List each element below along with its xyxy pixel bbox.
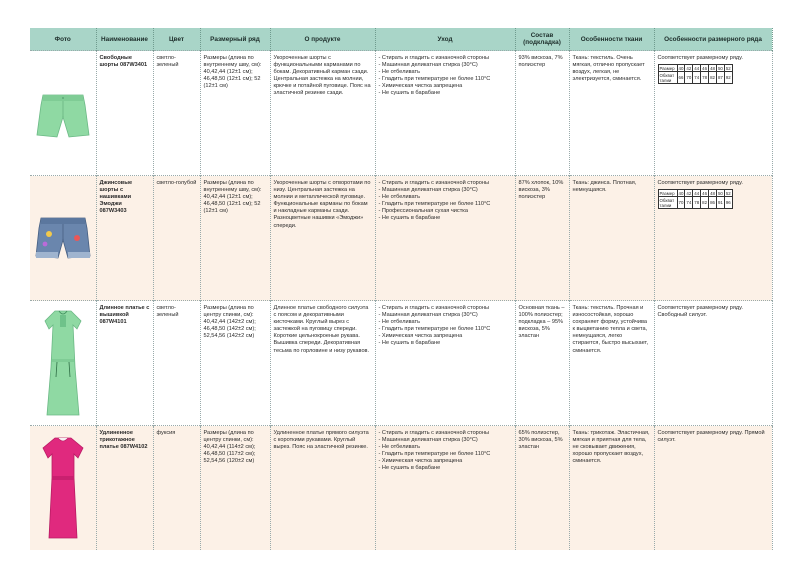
care-line: - Не отбеливать: [378, 69, 420, 76]
header-composition: Состав (подкладка): [515, 28, 569, 51]
size-cell: 46: [702, 190, 708, 196]
product-size-features: [654, 51, 772, 176]
waist-cell: 91: [716, 197, 724, 209]
product-sizes: Размеры (длина по внутреннему шву, см): 40,42,44 (12±1 см); 46,48,50 (12±1 см); 52 (12±1 см): [200, 51, 270, 176]
header-about: О продукте: [270, 28, 375, 51]
care-line: - Химическая чистка запрещена: [378, 333, 463, 340]
care-line: - Не отбеливать: [378, 194, 420, 201]
table-row: [30, 426, 772, 551]
waist-cell: 74: [693, 72, 701, 84]
product-color: светло-зеленый: [153, 301, 200, 426]
waist-label: Обхват талии: [658, 72, 677, 84]
care-line: - Профессиональная сухая чистка: [378, 208, 468, 215]
waist-cell: 86: [709, 197, 717, 209]
size-table: [658, 64, 733, 84]
product-fabric: Ткань: текстиль. Очень мягкая, отлично пропускает воздух, легкая, не электризуется, сминается.: [569, 51, 654, 176]
product-sizes: Размеры (длина по внутреннему шву, см): 40,42,44 (12±1 см); 46,48,50 (12±1 см); 52 (12±1 см): [200, 176, 270, 301]
product-about: Удлиненное платье прямого силуэта с короткими рукавами. Круглый вырез. Пояс на эластичной резинке.: [270, 426, 375, 551]
size-cell: 42: [686, 190, 692, 196]
waist-cell: 78: [701, 72, 709, 84]
product-fabric: Ткань: текстиль. Прочная и износостойкая, хорошо сохраняет форму, устойчива к выцветанию тепла и света, немнущаяся, легко стирается, быстро высыхает, сминается.: [569, 301, 654, 426]
size-label: Размер: [658, 190, 677, 197]
waist-cell: 82: [709, 72, 717, 84]
table-row: [30, 176, 772, 301]
product-composition: Основная ткань – 100% полиэстер; подкладка – 95% вискоза, 5% эластан: [515, 301, 569, 426]
photo-cell: [30, 51, 96, 176]
product-name: Свободные шорты 087W3401: [96, 51, 153, 176]
product-name: Джинсовые шорты с нашивками Эмоджи 087W3403: [96, 176, 153, 301]
size-cell: 48: [710, 65, 715, 71]
product-about: Длинное платье свободного силуэта с поясом и декоративными кисточками. Круглый вырез с застежкой на пуговицу спереди. Короткие цельнокроеные рукава. Вышивка спереди. Декоративная тесьма по горловине и низу рукавов.: [270, 301, 375, 426]
size-feature-text: Соответствует размерному ряду.: [657, 55, 743, 61]
product-about: Укороченные шорты с функциональными карманами по бокам. Декоративный карман сзади. Центральная застежка на молнии, крючке и потайной пуговице. Пояс на эластичной резинке сзади.: [270, 51, 375, 176]
waist-cell: 82: [701, 197, 709, 209]
care-line: - Стирать и гладить с изнаночной стороны: [378, 55, 490, 61]
care-line: - Не сушить в барабане: [378, 90, 441, 97]
care-line: - Не сушить в барабане: [378, 215, 441, 222]
waist-cell: 66: [677, 72, 685, 84]
care-line: - Химическая чистка запрещена: [378, 458, 463, 465]
product-catalog-page: [30, 28, 772, 550]
care-line: - Гладить при температуре не более 110°С: [378, 76, 491, 83]
header-name: Наименование: [96, 28, 153, 51]
size-cell: 52: [725, 65, 731, 71]
product-composition: 65% полиэстер, 30% вискоза, 5% эластан: [515, 426, 569, 551]
product-sizes: Размеры (длина по центру спинки, см): 40,42,44 (142±2 см); 46,48,50 (142±2 см); 52,54,56 (142±2 см): [200, 301, 270, 426]
header-size-features: Особенности размерного ряда: [654, 28, 772, 51]
product-care: [375, 301, 515, 426]
photo-cell: [30, 176, 96, 301]
product-table: [30, 28, 773, 550]
header-fabric: Особенности ткани: [569, 28, 654, 51]
care-line: - Не отбеливать: [378, 319, 420, 326]
care-line: - Гладить при температуре не более 110°С: [378, 326, 491, 333]
photo-cell: [30, 301, 96, 426]
size-table: [658, 189, 733, 209]
product-composition: 87% хлопок, 10% вискоза, 3% полиэстер: [515, 176, 569, 301]
care-line: - Машинная деликатная стирка (30°С): [378, 437, 478, 444]
product-fabric: Ткань: трикотаж. Эластичная, мягкая и приятная для тела, не сковывает движения, хорошо пропускает воздух, сминается.: [569, 426, 654, 551]
waist-cell: 87: [716, 72, 724, 84]
product-composition: 93% вискоза, 7% полиэстер: [515, 51, 569, 176]
product-color: фуксия: [153, 426, 200, 551]
product-fabric: Ткань: джинса. Плотная, немнущаяся.: [569, 176, 654, 301]
product-size-features: [654, 176, 772, 301]
care-line: - Не сушить в барабане: [378, 340, 441, 347]
size-cell: 40: [678, 65, 684, 71]
photo-cell: [30, 426, 96, 551]
waist-cell: 74: [685, 197, 693, 209]
care-line: - Не сушить в барабане: [378, 465, 441, 472]
product-name: Длинное платье с вышивкой 087W4101: [96, 301, 153, 426]
care-line: - Гладить при температуре не более 110°С: [378, 201, 491, 208]
size-cell: 48: [710, 190, 715, 196]
product-care: [375, 176, 515, 301]
waist-cell: 70: [677, 197, 685, 209]
size-cell: 42: [686, 65, 692, 71]
green-shorts-image: [33, 73, 93, 153]
care-line: - Стирать и гладить с изнаночной стороны: [378, 305, 490, 311]
product-name: Удлиненное трикотажное платье 087W4102: [96, 426, 153, 551]
care-line: - Стирать и гладить с изнаночной стороны: [378, 430, 490, 436]
waist-cell: 78: [693, 197, 701, 209]
product-size-features: Соответствует размерному ряду. Прямой силуэт.: [654, 426, 772, 551]
waist-cell: 92: [724, 72, 732, 84]
product-size-features: Соответствует размерному ряду. Свободный силуэт.: [654, 301, 772, 426]
fuchsia-dress-image: [33, 432, 93, 544]
product-color: светло-зеленый: [153, 51, 200, 176]
header-care: Уход: [375, 28, 515, 51]
header-color: Цвет: [153, 28, 200, 51]
size-cell: 46: [702, 65, 708, 71]
size-cell: 50: [717, 190, 723, 196]
header-sizes: Размерный ряд: [200, 28, 270, 51]
size-label: Размер: [658, 65, 677, 72]
care-line: - Не отбеливать: [378, 444, 420, 451]
size-cell: 44: [694, 65, 700, 71]
product-care: [375, 426, 515, 551]
care-line: - Стирать и гладить с изнаночной стороны: [378, 180, 490, 186]
size-feature-text: Соответствует размерному ряду.: [657, 180, 743, 186]
size-cell: 44: [694, 190, 700, 196]
waist-cell: 96: [724, 197, 732, 209]
product-color: светло-голубой: [153, 176, 200, 301]
product-sizes: Размеры (длина по центру спинки, см): 40,42,44 (114±2 см); 46,48,50 (117±2 см); 52,54,56 (120±2 см): [200, 426, 270, 551]
green-dress-image: [33, 307, 93, 419]
product-about: Укороченные шорты с отворотами по низу. Центральная застежка на молнии и металлической пуговице. Функциональные карманы по бокам и накладные карманы сзади. Разноцветные нашивки «Эмоджи» спереди.: [270, 176, 375, 301]
header-photo: Фото: [30, 28, 96, 51]
care-line: - Машинная деликатная стирка (30°С): [378, 312, 478, 319]
product-care: [375, 51, 515, 176]
care-line: - Гладить при температуре не более 110°С: [378, 451, 491, 458]
size-cell: 40: [678, 190, 684, 196]
waist-label: Обхват талии: [658, 197, 677, 209]
care-line: - Машинная деликатная стирка (30°С): [378, 187, 478, 194]
table-row: [30, 301, 772, 426]
table-header-row: [30, 28, 772, 51]
size-cell: 52: [725, 190, 731, 196]
care-line: - Химическая чистка запрещена: [378, 83, 463, 90]
waist-cell: 70: [685, 72, 693, 84]
care-line: - Машинная деликатная стирка (30°С): [378, 62, 478, 69]
size-cell: 50: [717, 65, 723, 71]
table-row: [30, 51, 772, 176]
denim-shorts-image: [33, 198, 93, 278]
